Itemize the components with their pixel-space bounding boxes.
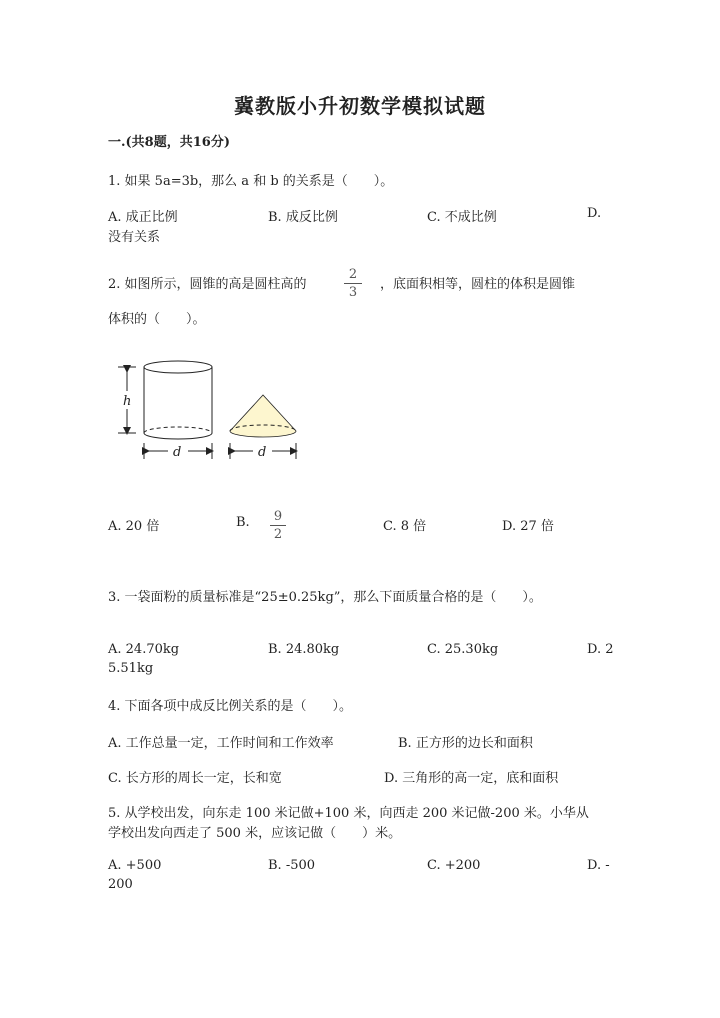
question-1-text: 1. 如果 5a=3b，那么 a 和 b 的关系是（ ）。	[108, 174, 394, 189]
cylinder-top	[144, 361, 212, 373]
question-1-option-c[interactable]: C. 不成比例	[427, 210, 497, 225]
question-5-text-line2: 学校出发向西走了 500 米，应该记做（ ）米。	[108, 826, 402, 841]
height-label: h	[123, 394, 132, 409]
question-4-option-b[interactable]: B. 正方形的边长和面积	[398, 736, 533, 751]
question-5-option-c[interactable]: C. +200	[427, 858, 481, 873]
question-4-option-a[interactable]: A. 工作总量一定，工作时间和工作效率	[108, 736, 334, 751]
question-1-option-d-label[interactable]: D.	[587, 206, 602, 221]
question-2-option-b[interactable]: B.	[236, 515, 250, 530]
question-4-option-c[interactable]: C. 长方形的周长一定，长和宽	[108, 771, 282, 786]
cylinder-bottom-front	[144, 433, 212, 439]
fraction-denominator: 3	[348, 285, 358, 300]
question-1-option-d-text[interactable]: 没有关系	[108, 230, 161, 245]
question-1-option-b[interactable]: B. 成反比例	[268, 210, 338, 225]
cylinder-diameter-label: d	[173, 445, 182, 460]
question-3-option-a[interactable]: A. 24.70kg	[108, 642, 180, 657]
question-2-option-a[interactable]: A. 20 倍	[108, 519, 160, 534]
question-2-option-c[interactable]: C. 8 倍	[383, 519, 427, 534]
fraction-bar	[344, 283, 362, 284]
question-1-option-a[interactable]: A. 成正比例	[108, 210, 178, 225]
question-4-text: 4. 下面各项中成反比例关系的是（ ）。	[108, 699, 353, 714]
cone-diameter-label: d	[258, 445, 267, 460]
question-3-option-b[interactable]: B. 24.80kg	[268, 642, 340, 657]
question-3-option-d-text[interactable]: 5.51kg	[108, 661, 154, 676]
question-2-fraction	[344, 267, 362, 300]
question-2-text: 2. 如图所示，圆锥的高是圆柱高的	[108, 277, 307, 292]
question-2-text-continued: ，底面积相等，圆柱的体积是圆锥	[380, 277, 576, 292]
fraction-bar	[270, 525, 286, 526]
question-2-option-b-fraction[interactable]	[270, 509, 286, 542]
question-3-text: 3. 一袋面粉的质量标准是“25±0.25kg”，那么下面质量合格的是（ ）。	[108, 590, 542, 605]
fraction-numerator: 9	[273, 509, 283, 524]
cone-body	[230, 395, 296, 437]
question-5-text-line1: 5. 从学校出发，向东走 100 米记做+100 米，向西走 200 米记做-200 米。小华从	[108, 806, 589, 821]
section-heading: 一.(共8题，共16分)	[108, 135, 230, 150]
question-5-option-d-text[interactable]: 200	[108, 877, 133, 892]
question-2-text-line2: 体积的（ ）。	[108, 312, 206, 327]
cylinder-bottom-back	[144, 427, 212, 433]
question-2-option-d[interactable]: D. 27 倍	[502, 519, 554, 534]
question-5-option-d-label[interactable]: D. -	[587, 858, 610, 873]
question-4-option-d[interactable]: D. 三角形的高一定，底和面积	[384, 771, 559, 786]
question-3-option-c[interactable]: C. 25.30kg	[427, 642, 499, 657]
fraction-denominator: 2	[273, 527, 283, 542]
fraction-numerator: 2	[348, 267, 358, 282]
question-5-option-a[interactable]: A. +500	[108, 858, 162, 873]
question-5-option-b[interactable]: B. -500	[268, 858, 316, 873]
page-title: 冀教版小升初数学模拟试题	[234, 94, 486, 118]
question-3-option-d-label[interactable]: D. 2	[587, 642, 614, 657]
cylinder-cone-figure	[110, 355, 310, 467]
